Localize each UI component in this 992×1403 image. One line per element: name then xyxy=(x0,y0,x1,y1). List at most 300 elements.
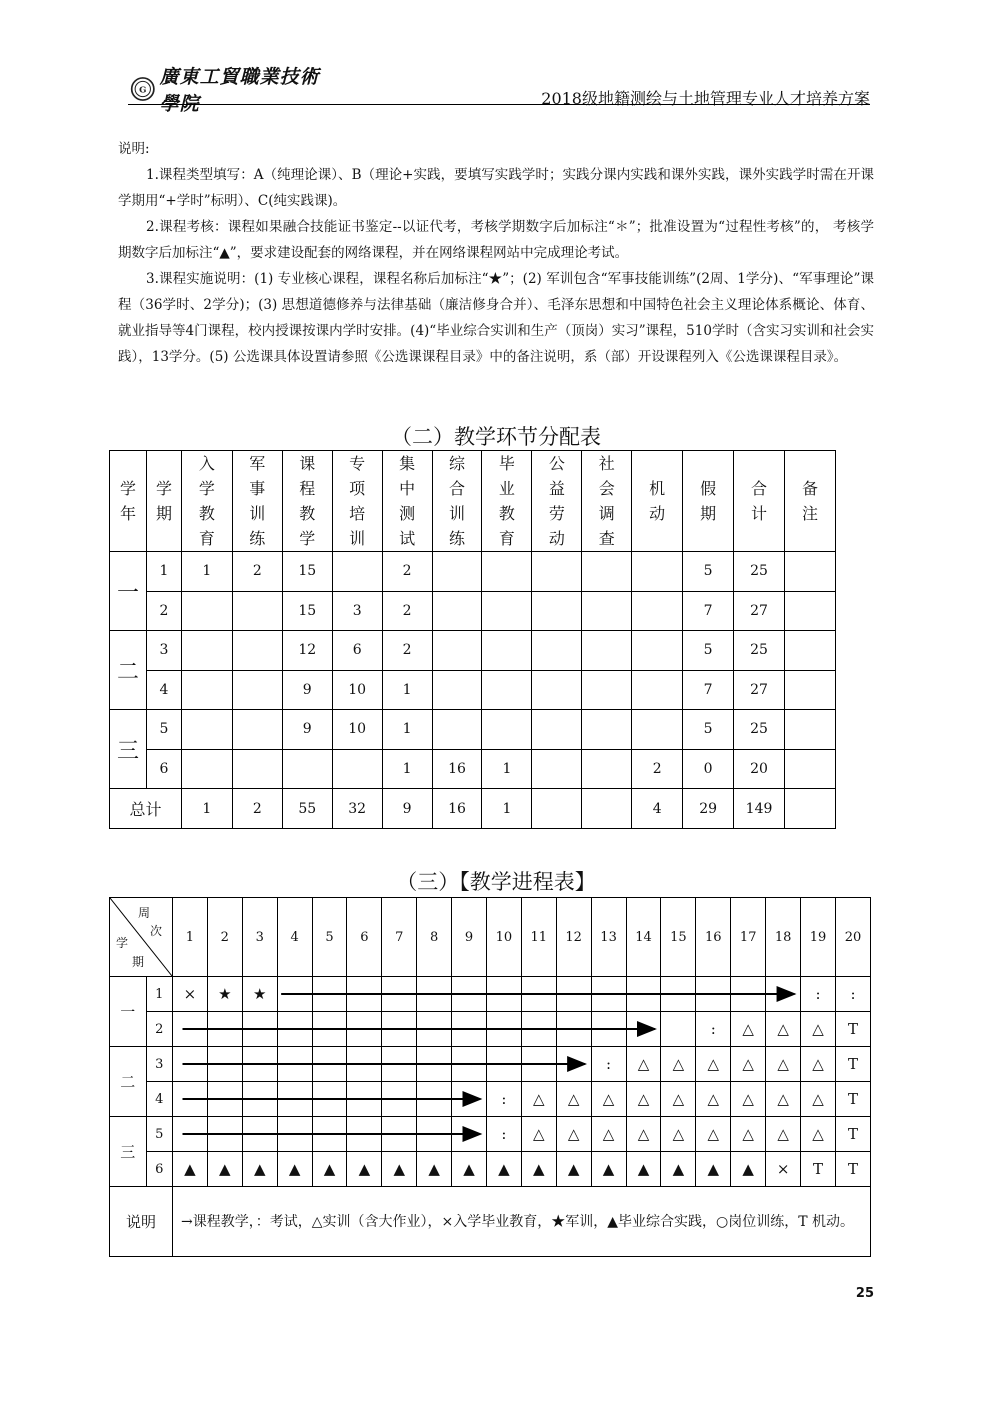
week-header-cell: 13 xyxy=(591,898,626,977)
schedule-cell: △ xyxy=(556,1117,591,1152)
t2-cell xyxy=(181,631,232,671)
schedule-cell xyxy=(242,1082,277,1117)
schedule-cell: △ xyxy=(731,1012,766,1047)
schedule-cell xyxy=(417,977,452,1012)
notes-section xyxy=(118,136,874,370)
teaching-allocation-table xyxy=(109,450,836,829)
t2-cell: 2 xyxy=(382,591,432,631)
t2-cell: 1 xyxy=(382,710,432,750)
schedule-cell: T xyxy=(801,1152,836,1187)
total-row xyxy=(110,789,836,829)
t2-total-cell: 149 xyxy=(734,789,785,829)
t2-cell xyxy=(181,670,232,710)
week-header-cell: 10 xyxy=(486,898,521,977)
schedule-cell xyxy=(661,977,696,1012)
schedule-cell: △ xyxy=(731,1047,766,1082)
schedule-cell: △ xyxy=(626,1117,661,1152)
t2-cell xyxy=(532,631,582,671)
t2-cell: 25 xyxy=(734,552,785,592)
semester-row xyxy=(110,1117,871,1152)
schedule-cell xyxy=(347,1047,382,1082)
t2-cell: 25 xyxy=(734,631,785,671)
schedule-cell: ▲ xyxy=(521,1152,556,1187)
t2-header-cell: 学期 xyxy=(146,451,181,552)
schedule-cell: : xyxy=(591,1047,626,1082)
table3-title: （三）【教学进程表】 xyxy=(396,870,596,894)
schedule-cell: △ xyxy=(696,1117,731,1152)
t2-cell: 2 xyxy=(382,631,432,671)
schedule-cell xyxy=(521,1012,556,1047)
schedule-cell xyxy=(556,977,591,1012)
schedule-cell: △ xyxy=(556,1082,591,1117)
schedule-cell: × xyxy=(173,977,208,1012)
header-divider xyxy=(128,104,870,105)
corner-week: 周 xyxy=(138,906,151,920)
t2-cell: 25 xyxy=(734,710,785,750)
corner-ci: 次 xyxy=(150,924,163,938)
t2-cell xyxy=(432,591,482,631)
t2-cell xyxy=(482,710,532,750)
schedule-cell: ▲ xyxy=(347,1152,382,1187)
t2-cell: 27 xyxy=(734,670,785,710)
schedule-cell: △ xyxy=(731,1117,766,1152)
schedule-cell: : xyxy=(486,1117,521,1152)
schedule-cell: : xyxy=(486,1082,521,1117)
semester-cell: 1 xyxy=(146,977,172,1012)
schedule-cell xyxy=(277,1117,312,1152)
schedule-cell: △ xyxy=(801,1012,836,1047)
schedule-cell xyxy=(277,1012,312,1047)
schedule-cell xyxy=(207,1047,242,1082)
page-number: 25 xyxy=(855,1286,874,1301)
schedule-cell xyxy=(277,1047,312,1082)
schedule-cell xyxy=(312,1082,347,1117)
legend-label: 说明 xyxy=(110,1187,173,1257)
week-header-cell: 5 xyxy=(312,898,347,977)
year-cell: 二 xyxy=(110,1047,147,1117)
t2-header-cell: 学年 xyxy=(110,451,147,552)
schedule-cell xyxy=(417,1117,452,1152)
schedule-cell xyxy=(452,977,487,1012)
t2-cell: 27 xyxy=(734,591,785,631)
t2-cell: 20 xyxy=(734,749,785,789)
schedule-cell xyxy=(347,1012,382,1047)
semester-row xyxy=(110,1152,871,1187)
schedule-cell: △ xyxy=(661,1117,696,1152)
schedule-cell: : xyxy=(801,977,836,1012)
schedule-cell xyxy=(591,977,626,1012)
schedule-cell: △ xyxy=(801,1047,836,1082)
week-header-cell: 18 xyxy=(766,898,801,977)
table-row xyxy=(110,670,836,710)
schedule-cell: ▲ xyxy=(277,1152,312,1187)
t2-cell: 16 xyxy=(432,749,482,789)
t2-cell xyxy=(582,591,632,631)
schedule-cell: △ xyxy=(766,1117,801,1152)
t2-cell: 1 xyxy=(382,749,432,789)
t2-header-cell: 课程教学 xyxy=(282,451,332,552)
notes-label: 说明: xyxy=(118,141,150,157)
t2-header-cell: 假期 xyxy=(683,451,734,552)
schedule-cell xyxy=(591,1012,626,1047)
corner-xue: 学 xyxy=(116,936,129,950)
t2-cell xyxy=(432,710,482,750)
t2-cell xyxy=(181,749,232,789)
schedule-cell: ▲ xyxy=(173,1152,208,1187)
t2-total-cell: 29 xyxy=(683,789,734,829)
t2-cell: 2 xyxy=(632,749,683,789)
t2-cell xyxy=(785,631,836,671)
t2-cell xyxy=(332,552,382,592)
schedule-cell xyxy=(452,1117,487,1152)
schedule-cell: △ xyxy=(661,1047,696,1082)
t2-cell xyxy=(432,552,482,592)
t2-cell: 6 xyxy=(146,749,181,789)
t2-cell xyxy=(181,591,232,631)
schedule-cell xyxy=(382,977,417,1012)
schedule-cell xyxy=(417,1082,452,1117)
svg-text:G: G xyxy=(139,85,147,96)
schedule-cell xyxy=(312,977,347,1012)
schedule-cell: ▲ xyxy=(486,1152,521,1187)
schedule-cell xyxy=(347,977,382,1012)
schedule-cell: △ xyxy=(696,1047,731,1082)
table2-header-row xyxy=(110,451,836,552)
t2-cell xyxy=(582,631,632,671)
week-header-cell: 12 xyxy=(556,898,591,977)
t2-cell: 7 xyxy=(683,670,734,710)
t2-header-cell: 备注 xyxy=(785,451,836,552)
t2-total-cell: 16 xyxy=(432,789,482,829)
week-header-cell: 1 xyxy=(173,898,208,977)
schedule-cell: ▲ xyxy=(382,1152,417,1187)
t2-header-cell: 社会调查 xyxy=(582,451,632,552)
week-header-cell: 11 xyxy=(521,898,556,977)
schedule-cell: ▲ xyxy=(242,1152,277,1187)
schedule-cell xyxy=(696,977,731,1012)
schedule-cell: ▲ xyxy=(661,1152,696,1187)
t2-cell xyxy=(632,591,683,631)
t2-cell: 1 xyxy=(382,670,432,710)
schedule-cell xyxy=(521,1047,556,1082)
t2-header-cell: 入学教育 xyxy=(181,451,232,552)
schedule-cell xyxy=(382,1082,417,1117)
t2-cell xyxy=(232,710,282,750)
schedule-cell xyxy=(626,977,661,1012)
schedule-cell: ▲ xyxy=(696,1152,731,1187)
schedule-cell xyxy=(312,1012,347,1047)
t2-cell xyxy=(582,749,632,789)
table-row xyxy=(110,552,836,592)
week-header-cell: 2 xyxy=(207,898,242,977)
t2-cell xyxy=(532,749,582,789)
t2-cell: 15 xyxy=(282,591,332,631)
schedule-cell xyxy=(347,1082,382,1117)
t2-cell: 10 xyxy=(332,670,382,710)
t2-cell xyxy=(632,552,683,592)
week-header-cell: 16 xyxy=(696,898,731,977)
t2-header-cell: 公益劳动 xyxy=(532,451,582,552)
t2-total-cell: 55 xyxy=(282,789,332,829)
t2-cell xyxy=(785,710,836,750)
schedule-cell: : xyxy=(696,1012,731,1047)
schedule-cell: ▲ xyxy=(556,1152,591,1187)
week-header-cell: 19 xyxy=(801,898,836,977)
t2-cell: 1 xyxy=(146,552,181,592)
t2-cell xyxy=(482,631,532,671)
note-item-3: 3.课程实施说明：(1) 专业核心课程，课程名称后加标注“★”；(2) 军训包含“军事技能训练”(2周、1学分)、“军事理论”课程（36学时、2学分)；(3) 思想道德修养与法律基础（廉洁修身合并）、毛泽东思想和中国特色社会主义理论体系概论、体育、就业指导等4门课程，校内授课按课内学时安排。(4)“毕业综合实训和生产（顶岗）实习”课程，510学时（含实习实训和社会实践），13学分。(5) 公选课具体设置请参照《公选课课程目录》中的备注说明，系（部）开设课程列入《公选课课程目录》。 xyxy=(118,271,874,365)
schedule-cell: △ xyxy=(801,1082,836,1117)
t2-cell: 2 xyxy=(146,591,181,631)
schedule-cell: T xyxy=(835,1047,870,1082)
t2-total-cell: 2 xyxy=(232,789,282,829)
t2-cell xyxy=(332,749,382,789)
schedule-cell: ▲ xyxy=(312,1152,347,1187)
schedule-cell xyxy=(417,1047,452,1082)
table-row xyxy=(110,710,836,750)
week-header-cell: 9 xyxy=(452,898,487,977)
t2-cell xyxy=(282,749,332,789)
t2-cell: 0 xyxy=(683,749,734,789)
schedule-cell xyxy=(452,1047,487,1082)
semester-cell: 6 xyxy=(146,1152,172,1187)
t2-cell xyxy=(432,631,482,671)
school-logo xyxy=(130,66,330,115)
t2-cell xyxy=(432,670,482,710)
schedule-cell: T xyxy=(835,1082,870,1117)
t2-header-cell: 集中测试 xyxy=(382,451,432,552)
schedule-cell: △ xyxy=(521,1117,556,1152)
schedule-cell xyxy=(382,1117,417,1152)
schedule-cell: ▲ xyxy=(417,1152,452,1187)
schedule-cell xyxy=(486,1012,521,1047)
semester-row xyxy=(110,1012,871,1047)
t2-total-cell: 1 xyxy=(482,789,532,829)
semester-row xyxy=(110,1082,871,1117)
t2-cell xyxy=(181,710,232,750)
t2-cell: 9 xyxy=(282,670,332,710)
total-label: 总计 xyxy=(110,789,182,829)
t2-cell: 6 xyxy=(332,631,382,671)
t2-total-cell: 9 xyxy=(382,789,432,829)
t2-cell xyxy=(482,591,532,631)
corner-cell xyxy=(110,898,173,977)
t2-cell xyxy=(582,710,632,750)
semester-cell: 2 xyxy=(146,1012,172,1047)
t2-cell xyxy=(482,552,532,592)
week-header-cell: 6 xyxy=(347,898,382,977)
t2-cell xyxy=(632,631,683,671)
legend-text: →课程教学，：考试，△实训（含大作业），×入学毕业教育，★军训，▲毕业综合实践，○岗位训练，T 机动。 xyxy=(173,1187,871,1257)
t2-total-cell xyxy=(785,789,836,829)
t2-cell xyxy=(532,591,582,631)
schedule-cell: ▲ xyxy=(591,1152,626,1187)
schedule-cell: T xyxy=(835,1117,870,1152)
t2-cell xyxy=(785,749,836,789)
t2-cell: 5 xyxy=(683,631,734,671)
t2-cell: 12 xyxy=(282,631,332,671)
schedule-cell xyxy=(312,1047,347,1082)
schedule-cell xyxy=(173,1012,208,1047)
note-item-1: 1.课程类型填写：A（纯理论课）、B（理论+实践，要填写实践学时；实践分课内实践和课外实践，课外实践学时需在开课学期用“+学时”标明）、C(纯实践课)。 xyxy=(118,167,874,209)
table3-header-row xyxy=(110,898,871,977)
schedule-cell xyxy=(382,1012,417,1047)
t2-cell xyxy=(232,670,282,710)
t2-cell: 2 xyxy=(232,552,282,592)
schedule-cell xyxy=(312,1117,347,1152)
teaching-schedule-table xyxy=(109,897,871,1257)
t2-cell xyxy=(785,591,836,631)
schedule-cell xyxy=(486,977,521,1012)
schedule-cell xyxy=(382,1047,417,1082)
week-header-cell: 7 xyxy=(382,898,417,977)
schedule-cell: ▲ xyxy=(626,1152,661,1187)
t2-cell xyxy=(632,710,683,750)
schedule-cell: △ xyxy=(626,1082,661,1117)
t2-total-cell: 4 xyxy=(632,789,683,829)
t2-total-cell: 32 xyxy=(332,789,382,829)
t2-total-cell xyxy=(532,789,582,829)
schedule-cell: △ xyxy=(766,1082,801,1117)
t2-cell xyxy=(532,552,582,592)
schedule-cell: △ xyxy=(766,1047,801,1082)
schedule-cell xyxy=(207,1082,242,1117)
week-header-cell: 20 xyxy=(835,898,870,977)
table-row xyxy=(110,749,836,789)
t2-header-cell: 综合训练 xyxy=(432,451,482,552)
t2-cell: 9 xyxy=(282,710,332,750)
schedule-cell: △ xyxy=(766,1012,801,1047)
schedule-cell: △ xyxy=(731,1082,766,1117)
week-header-cell: 17 xyxy=(731,898,766,977)
week-header-cell: 3 xyxy=(242,898,277,977)
t2-cell xyxy=(632,670,683,710)
corner-qi: 期 xyxy=(132,955,145,969)
schedule-cell: ▲ xyxy=(452,1152,487,1187)
semester-cell: 3 xyxy=(146,1047,172,1082)
t2-cell: 10 xyxy=(332,710,382,750)
t2-cell: 2 xyxy=(382,552,432,592)
t2-cell: 4 xyxy=(146,670,181,710)
t2-cell: 15 xyxy=(282,552,332,592)
school-emblem-icon xyxy=(130,74,156,104)
t2-cell xyxy=(582,552,632,592)
t2-cell xyxy=(232,591,282,631)
schedule-cell: △ xyxy=(661,1082,696,1117)
year-cell: 二 xyxy=(110,631,147,710)
schedule-cell xyxy=(452,1082,487,1117)
week-header-cell: 8 xyxy=(417,898,452,977)
legend-row xyxy=(110,1187,871,1257)
schedule-cell: ▲ xyxy=(207,1152,242,1187)
t2-header-cell: 毕业教育 xyxy=(482,451,532,552)
schedule-cell: △ xyxy=(696,1082,731,1117)
t2-cell: 3 xyxy=(332,591,382,631)
schedule-cell xyxy=(242,1012,277,1047)
t2-cell xyxy=(582,670,632,710)
schedule-cell xyxy=(661,1012,696,1047)
schedule-cell xyxy=(347,1117,382,1152)
semester-cell: 5 xyxy=(146,1117,172,1152)
schedule-cell: T xyxy=(835,1152,870,1187)
t2-header-cell: 军事训练 xyxy=(232,451,282,552)
semester-row xyxy=(110,1047,871,1082)
schedule-cell: ▲ xyxy=(731,1152,766,1187)
schedule-cell: △ xyxy=(626,1047,661,1082)
t2-header-cell: 合计 xyxy=(734,451,785,552)
schedule-cell xyxy=(486,1047,521,1082)
week-header-cell: 15 xyxy=(661,898,696,977)
year-cell: 一 xyxy=(110,552,147,631)
schedule-cell xyxy=(417,1012,452,1047)
t2-cell: 5 xyxy=(683,552,734,592)
t2-cell: 3 xyxy=(146,631,181,671)
schedule-cell xyxy=(556,1012,591,1047)
schedule-cell xyxy=(731,977,766,1012)
year-cell: 三 xyxy=(110,1117,147,1187)
t2-cell xyxy=(532,670,582,710)
schedule-cell xyxy=(207,1012,242,1047)
t2-cell: 1 xyxy=(482,749,532,789)
schedule-cell xyxy=(521,977,556,1012)
schedule-cell xyxy=(173,1117,208,1152)
schedule-cell: △ xyxy=(801,1117,836,1152)
week-header-cell: 14 xyxy=(626,898,661,977)
t2-cell: 1 xyxy=(181,552,232,592)
schedule-cell: △ xyxy=(591,1117,626,1152)
t2-cell xyxy=(232,631,282,671)
schedule-cell xyxy=(766,977,801,1012)
table-row xyxy=(110,591,836,631)
schedule-cell: T xyxy=(835,1012,870,1047)
schedule-cell xyxy=(277,977,312,1012)
schedule-cell: △ xyxy=(591,1082,626,1117)
year-cell: 三 xyxy=(110,710,147,789)
schedule-cell xyxy=(173,1082,208,1117)
t2-cell xyxy=(785,552,836,592)
table2-title: （二）教学环节分配表 xyxy=(391,425,601,449)
schedule-cell: × xyxy=(766,1152,801,1187)
table-row xyxy=(110,631,836,671)
schedule-cell: : xyxy=(835,977,870,1012)
schedule-cell xyxy=(207,1117,242,1152)
schedule-cell xyxy=(452,1012,487,1047)
t2-cell xyxy=(482,670,532,710)
schedule-cell xyxy=(173,1047,208,1082)
schedule-cell: △ xyxy=(521,1082,556,1117)
semester-cell: 4 xyxy=(146,1082,172,1117)
t2-cell: 5 xyxy=(146,710,181,750)
schedule-cell xyxy=(242,1117,277,1152)
schedule-cell xyxy=(277,1082,312,1117)
t2-header-cell: 专项培训 xyxy=(332,451,382,552)
schedule-cell xyxy=(242,1047,277,1082)
schedule-cell xyxy=(626,1012,661,1047)
t2-cell: 5 xyxy=(683,710,734,750)
t2-total-cell xyxy=(582,789,632,829)
t2-cell: 7 xyxy=(683,591,734,631)
t2-cell xyxy=(532,710,582,750)
schedule-cell xyxy=(556,1047,591,1082)
t2-cell xyxy=(785,670,836,710)
logo-text: 廣東工貿職業技術學院 xyxy=(159,66,320,115)
note-item-2: 2.课程考核：课程如果融合技能证书鉴定--以证代考，考核学期数字后加标注“＊”；批准设置为“过程性考核”的， 考核学期数字后加标注“▲”，要求建设配套的网络课程，并在网络课程网站中完成理论考试。 xyxy=(118,219,874,261)
schedule-cell: ★ xyxy=(207,977,242,1012)
t2-header-cell: 机动 xyxy=(632,451,683,552)
week-header-cell: 4 xyxy=(277,898,312,977)
semester-row xyxy=(110,977,871,1012)
document-title: 2018级地籍测绘与土地管理专业人才培养方案 xyxy=(541,89,870,108)
